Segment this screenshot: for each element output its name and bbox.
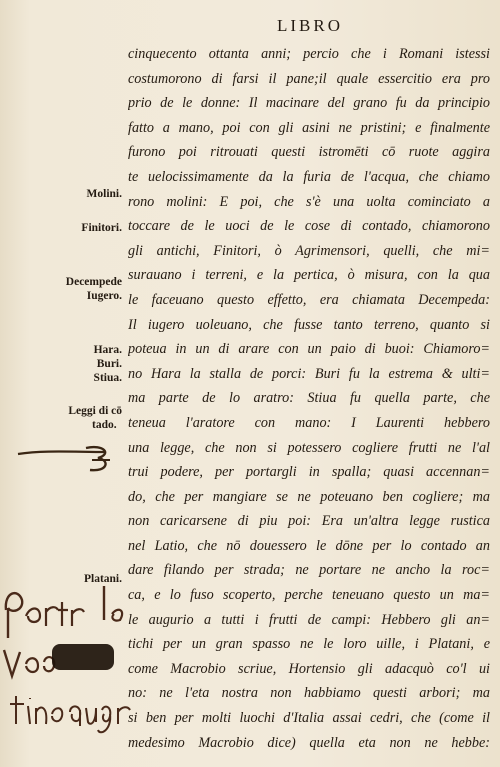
text-line: ca, e lo fuso scoperto, perche teneuano questo un ma= [128,587,490,604]
text-line: poteua in un di arare con un paio di buoi: Chiamoro= [128,341,490,358]
marginal-note-decempede: Decempede [65,276,122,288]
text-line: una legge, che non si potessero cogliere frutti ne l'al [128,439,490,456]
text-line: medesimo Macrobio dice) quella eta non ne hebbe: [128,734,490,751]
marginal-note-molini: Molini. [86,188,122,200]
text-line: nel Latio, che nō douessero le dōne per lo contado an [128,537,490,554]
text-line: fatto a mano, poi con gli asini ne pristini; e finalmente [128,119,490,136]
text-line: prio de le donne: Il macinare del grano fu da principio [128,95,490,112]
manuscript-flourish [14,440,134,480]
body-text [128,42,490,755]
marginal-note-leggi-cont: tado. [92,419,117,431]
text-line: no: ne l'eta nostra non habbiamo questi arbori; ma [128,685,490,702]
text-line: cinquecento ottanta anni; percio che i Romani istessi [128,46,490,62]
marginal-note-iugero: Iugero. [86,290,122,302]
text-line: le augurio a tutti i frutti de campi: Hebbero gli an= [128,611,490,628]
marginal-note-platani: Platani. [83,573,122,585]
text-line: te uelocissimamente da la furia de l'acqua, che chiamo [128,168,490,185]
text-line: tichi per un gran spasso ne le loro uille, i Platani, e [128,636,490,653]
text-line: rono molini: E poi, che s'è una uolta cominciato a [128,193,490,210]
text-line: do, che per mangiare se ne poteuano ben cogliere; ma [128,488,490,505]
marginal-note-finitori: Finitori. [81,222,122,234]
text-line: ma parte de lo aratro: Stiua fu quella parte, che [128,390,490,407]
text-line: le faceuano questo effetto, era chiamata Decempeda: [128,291,490,308]
manuscript-transcription [0,590,1,591]
marginal-note-stiua: Stiua. [93,372,122,384]
text-line: furono poi ritrouati questi istromēti cō ruote aggira [128,144,490,161]
text-line: costumorono di farsi il pane;il quale essercitio era pro [128,70,490,87]
manuscript-annotation [0,580,140,740]
text-line: surauano i terreni, e la pertica, ò misura, con la qua [128,267,490,284]
text-line: toccare de le uoci de le cose di contado, chiamorono [128,218,490,235]
marginal-note-buri: Buri. [96,358,122,370]
text-line: no Hara la stalla de porci: Buri fu la estrema & ulti= [128,365,490,382]
text-line: non caricarsene di piu poi: Era un'altra legge rustica [128,513,490,530]
text-line: si ben per molti luochi d'Italia assai cedri, che (come il [128,710,490,727]
text-line: dare filando per strada; ne portare ne ancho la roc= [128,562,490,579]
running-head: LIBRO [277,16,343,35]
text-line: come Macrobio scriue, Hortensio gli adacquò co'l ui [128,660,490,677]
text-line: teneua l'aratore con mano: I Laurenti hebbero [128,414,490,431]
text-line: gli antichi, Finitori, ò Agrimensori, quelli, che mi= [128,242,490,259]
marginal-note-hara: Hara. [93,344,122,356]
text-line: trui podere, per portargli in spalla; quasi accennan= [128,464,490,481]
marginal-note-leggi: Leggi di cō [68,405,122,417]
manuscript-line-1 [0,590,1,591]
text-line: Il iugero uoleuano, che fusse tanto terreno, quanto si [128,316,490,333]
